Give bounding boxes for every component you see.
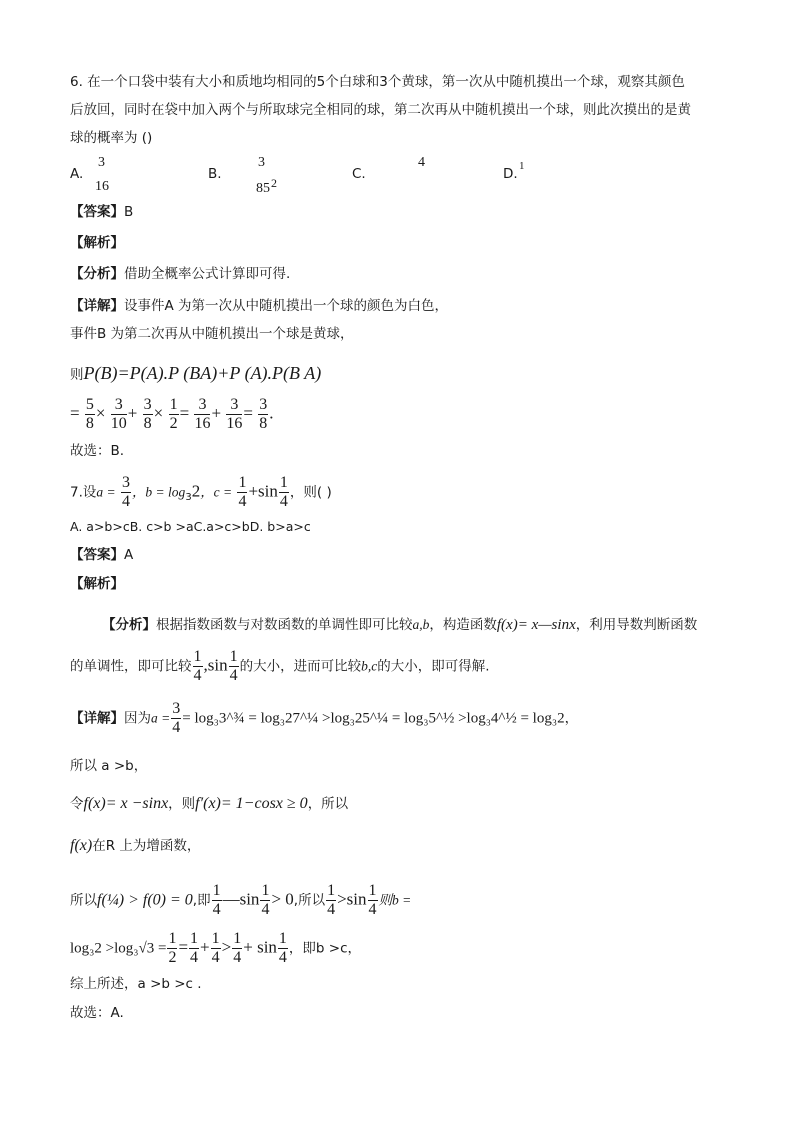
- q6-option-c-label: C.: [352, 166, 366, 182]
- q7-detail-line7: 综上所述，a >b >c .: [70, 976, 202, 992]
- q7-detail-line4: f(x)在R 上为增函数，: [70, 837, 201, 854]
- q6-option-b-sup: 2: [271, 176, 277, 190]
- q7-choose: 故选：A.: [70, 1005, 124, 1021]
- fraction: $\frac{1}{2}$: [169, 396, 178, 432]
- fraction: $\frac{1}{4}$: [229, 648, 238, 684]
- q6-choose: 故选：B.: [70, 443, 125, 459]
- fraction: $\frac{3}{4}$: [121, 474, 130, 510]
- q6-detail-line1: [70, 300, 448, 314]
- fraction: $\frac{5}{8}$: [85, 396, 94, 432]
- q6-detail-line2: 事件B 为第二次再从中随机摸出一个球是黄球，: [70, 326, 354, 342]
- fraction: $\frac{1}{4}$: [278, 930, 287, 966]
- xiangjie-tag: 【详解】: [70, 298, 124, 314]
- q7-detail-line3: 令f(x)= x −sinx，则f′(x)= 1−cosx ≥ 0，所以: [70, 795, 349, 812]
- answer-tag: 【答案】: [70, 204, 124, 220]
- fraction: $\frac{1}{4}$: [211, 930, 220, 966]
- fraction: $\frac{1}{4}$: [279, 474, 288, 510]
- fraction: $\frac{1}{4}$: [233, 930, 242, 966]
- detail-text: 设事件A 为第一次从中随机摸出一个球的颜色为白色，: [124, 298, 449, 314]
- q6-answer: [70, 206, 133, 220]
- q6-option-b-top: 3: [258, 155, 265, 170]
- q7-detail-line5: 所以f(¼) > f(0) = 0,即 $\frac{1}{4}$ —sin $\frac{1}{4}$ > 0,所以 $\frac{1}{4}$ >sin $\frac{1}{4}$ 则b =: [70, 882, 412, 918]
- fraction: $\frac{1}{4}$: [190, 930, 199, 966]
- q6-stem-line2: 后放回，同时在袋中加入两个与所取球完全相同的球，第二次再从中随机摸出一个球，则此次摸出的是黄: [70, 102, 691, 118]
- q7-detail-line1: 【详解】因为a = $\frac{3}{4}$ = log₃3^¾ = log₃27^¼ >log₃25^¼ = log₃5^½ >log₃4^½ = log₃2，: [70, 700, 579, 736]
- fraction: $\frac{3}{8}$: [259, 396, 268, 432]
- q6-stem-line1: 6. 在一个口袋中装有大小和质地均相同的5个白球和3个黄球，第一次从中随机摸出一个球，观察其颜色: [70, 74, 685, 90]
- q6-option-b-label: B.: [208, 166, 222, 182]
- fraction: $\frac{1}{4}$: [193, 648, 202, 684]
- q6-fenxi: [70, 268, 290, 282]
- fenxi-tag: 【分析】: [70, 266, 124, 282]
- fraction: $\frac{3}{4}$: [172, 700, 181, 736]
- q7-detail-line2: 所以 a >b，: [70, 758, 148, 774]
- q6-stem-line3: 球的概率为 (): [70, 130, 153, 146]
- fraction: $\frac{3}{16}$: [194, 396, 211, 432]
- q6-analysis-tag: 【解析】: [70, 235, 124, 251]
- q6-option-b-bottom: 85: [256, 181, 270, 196]
- fraction: $\frac{1}{4}$: [238, 474, 247, 510]
- fraction: $\frac{1}{2}$: [168, 930, 177, 966]
- answer-tag: 【答案】: [70, 547, 124, 563]
- answer-value: A: [124, 547, 134, 563]
- fraction: $\frac{1}{4}$: [368, 882, 377, 918]
- fraction: $\frac{1}{4}$: [212, 882, 221, 918]
- total-probability-formula: P(B)=P(A).P (BA)+P (A).P(B A): [83, 363, 322, 383]
- q7-detail-line6: log₃2 >log₃√3 = $\frac{1}{2}$ = $\frac{1}{4}$ + $\frac{1}{4}$ > $\frac{1}{4}$ + sin $\frac{1}{4}$ ，即b >c，: [70, 930, 362, 966]
- q6-option-d-sup: 1: [519, 160, 525, 172]
- q7-answer: [70, 549, 133, 563]
- q7-fenxi-line2: 的单调性，即可比较 $\frac{1}{4}$ ,sin $\frac{1}{4}$ 的大小，进而可比较b,c的大小，即可得解.: [70, 648, 490, 684]
- q7-options: A. a>b>cB. c>b >aC.a>c>bD. b>a>c: [70, 519, 311, 534]
- answer-value: B: [124, 204, 134, 220]
- q6-option-c-top: 4: [418, 155, 425, 170]
- eq-prefix: 则: [70, 367, 84, 383]
- q7-fenxi-line1: 【分析】根据指数函数与对数函数的单调性即可比较a,b，构造函数f(x)= x—sinx，利用导数判断函数: [102, 617, 698, 633]
- q6-equation-2: = $\frac{5}{8}$ × $\frac{3}{10}$ + $\frac{3}{8}$ × $\frac{1}{2}$ = $\frac{3}{16}$ + $\frac{3}{16}$ = $\frac{3}{8}$ .: [70, 396, 274, 432]
- q6-equation-1: [70, 364, 321, 383]
- fenxi-text: 借助全概率公式计算即可得.: [124, 266, 291, 282]
- fraction: $\frac{1}{4}$: [261, 882, 270, 918]
- q6-option-d-label: D.: [503, 166, 518, 182]
- fraction: $\frac{3}{16}$: [226, 396, 243, 432]
- q6-option-a-top: 3: [98, 155, 105, 170]
- fraction: $\frac{1}{4}$: [327, 882, 336, 918]
- q6-option-a-label: A.: [70, 166, 84, 182]
- q6-option-a-bottom: 16: [95, 179, 109, 194]
- q7-analysis-tag: 【解析】: [70, 576, 124, 592]
- q7-stem: 7.设a = $\frac{3}{4}$ ，$b = \log_32$，c = $\frac{1}{4}$ +sin $\frac{1}{4}$ ，则( ): [70, 474, 332, 510]
- fraction: $\frac{3}{8}$: [143, 396, 152, 432]
- fraction: $\frac{3}{10}$: [110, 396, 127, 432]
